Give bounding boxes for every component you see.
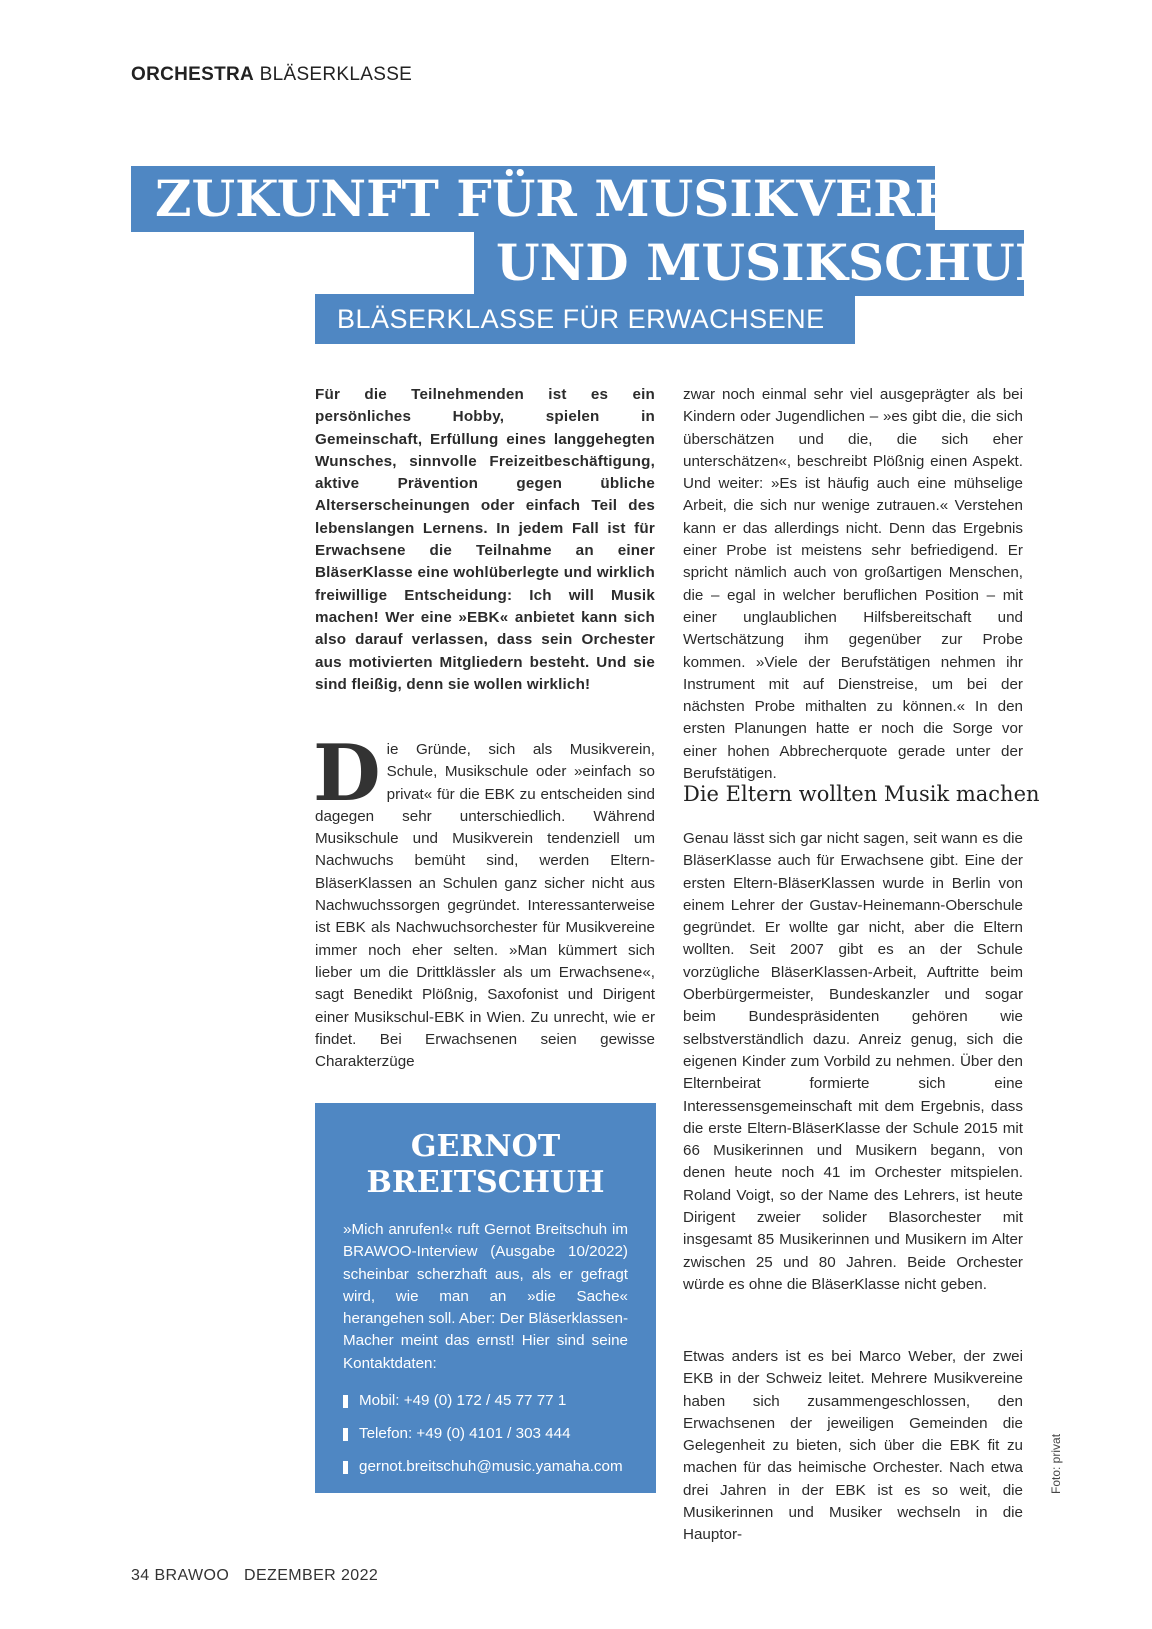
contact-phone-text: Telefon: +49 (0) 4101 / 303 444: [359, 1425, 571, 1443]
dropcap: D: [313, 728, 381, 819]
body-paragraph-4: Etwas anders ist es bei Marco Weber, der zwei EKB in der Schweiz leitet. Mehrere Musikvereine haben sich zusammengeschlossen, den Erwachsenen der jeweiligen Gemeinden die Gelegenheit zu bieten, sich über die EBK fit zu machen für das heimische Orchester. Nach etwa drei Jahren in der EBK ist es so weit, die Musikerinnen und Musiker wechseln in die Hauptor-: [683, 1348, 1023, 1544]
title-line-2: UND MUSIKSCHULE: [474, 230, 1024, 296]
subheading: Die Eltern wollten Musik machen: [683, 782, 1040, 806]
contact-list: [343, 1391, 628, 1477]
photo-credit: Foto: privat: [1049, 1433, 1063, 1494]
title-line-1: ZUKUNFT FÜR MUSIKVEREIN: [131, 166, 935, 232]
section-main: ORCHESTRA: [131, 64, 255, 85]
contact-mobile-text: Mobil: +49 (0) 172 / 45 77 77 1: [359, 1392, 567, 1410]
bullet-icon: [343, 1428, 348, 1441]
contact-mobile[interactable]: [343, 1391, 628, 1411]
subtitle: BLÄSERKLASSE FÜR ERWACHSENE: [315, 294, 855, 344]
bullet-icon: [343, 1395, 348, 1408]
contact-name-last: BREITSCHUH: [366, 1165, 605, 1200]
page-number: 34: [131, 1567, 150, 1584]
contact-email-text: gernot.breitschuh@music.yamaha.com: [359, 1458, 623, 1476]
bullet-icon: [343, 1461, 348, 1474]
page-footer: [131, 1567, 378, 1585]
contact-phone[interactable]: [343, 1424, 628, 1444]
section-label: [131, 64, 412, 86]
contact-box: [315, 1103, 656, 1493]
lead-paragraph: Für die Teilnehmenden ist es ein persönliches Hobby, spielen in Gemeinschaft, Erfüllung eines langgehegten Wunsches, sinnvolle Freizeitbeschäftigung, aktive Prävention gegen übliche Alterserscheinungen oder einfach Teil des lebenslangen Lernens. In jedem Fall ist für Erwachsene die Teilnahme an einer BläserKlasse eine wohlüberlegte und wirklich freiwillige Entscheidung: Ich will Musik machen! Wer eine »EBK« anbietet kann sich also darauf verlassen, dass sein Orchester aus motivierten Mitgliedern besteht. Und sie sind fleißig, denn sie wollen wirklich!: [315, 386, 655, 693]
contact-name: [343, 1129, 628, 1201]
body-paragraph-1: [313, 728, 655, 1073]
contact-text: »Mich anrufen!« ruft Gernot Breitschuh im BRAWOO-Interview (Ausgabe 10/2022) scheinbar scherzhaft aus, als er gefragt wird, wie man an »die Sache« herangehen soll. Aber: Der Bläserklassen-Macher meint das ernst! Hier sind seine Kontaktdaten:: [343, 1221, 628, 1372]
contact-name-first: GERNOT: [410, 1129, 561, 1164]
magazine-name: BRAWOO: [154, 1567, 230, 1584]
issue-date: DEZEMBER 2022: [244, 1567, 379, 1584]
contact-email[interactable]: [343, 1457, 628, 1477]
body-paragraph-1-text: ie Gründe, sich als Musikverein, Schule, Musikschule oder »einfach so privat« für die EBK zu entscheiden sind dagegen sehr unterschiedlich. Während Musikschule und Musikverein tendenziell um Nachwuchs bemüht sind, werden Eltern-BläserKlassen an Schulen ganz sicher nicht aus Nachwuchssorgen gegründet. Interessanterweise ist EBK als Nachwuchsorchester für Musikvereine immer noch eher selten. »Man kümmert sich lieber um die Drittklässler als um Erwachsene«, sagt Benedikt Plößnig, Saxofonist und Dirigent einer Musikschul-EBK in Wien. Zu unrecht, wie er findet. Bei Erwachsenen seien gewisse Charakterzüge: [315, 741, 655, 1071]
body-paragraph-2: zwar noch einmal sehr viel ausgeprägter als bei Kindern oder Jugendlichen – »es gibt die, die sich überschätzen und die, die sich eher unterschätzen«, beschreibt Plößnig einen Aspekt. Und weiter: »Es ist häufig auch eine mühselige Arbeit, die sich nur wenige zutrauen.« Verstehen kann er das allerdings nicht. Denn das Ergebnis einer Probe ist meistens sehr befriedigend. Er spricht nämlich auch von großartigen Menschen, die – egal in welcher beruflichen Position – mit einer unglaublichen Hilfsbereitschaft und Wertschätzung ihm gegenüber zur Probe kommen. »Viele der Berufstätigen nehmen ihr Instrument mit auf Dienstreise, um bei der nächsten Probe mithalten zu können.« In den ersten Planungen hatte er noch die Sorge vor einer hohen Abbrecherquote gerade unter der Berufstätigen.: [683, 386, 1023, 783]
body-paragraph-3: Genau lässt sich gar nicht sagen, seit wann es die BläserKlasse auch für Erwachsene gibt. Eine der ersten Eltern-BläserKlassen wurde in Berlin von einem Lehrer der Gustav-Heinemann-Oberschule gegründet. Er wollte gar nicht, aber die Eltern wollten. Seit 2007 gibt es an der Schule vorzügliche BläserKlassen-Arbeit, Auftritte beim Oberbürgermeister, Bundeskanzler und sogar beim Bundespräsidenten gehören wie selbstverständlich dazu. Anreiz genug, sich die eigenen Kinder zum Vorbild zu nehmen. Über den Elternbeirat formierte sich eine Interessensgemeinschaft mit dem Ergebnis, dass die erste Eltern-BläserKlasse der Schule 2015 mit 66 Musikerinnen und Musikern begann, von denen heute noch 41 im Orchester mitspielen. Roland Voigt, so der Name des Lehrers, ist heute Dirigent zweier solider Blasorchester mit insgesamt 85 Musikerinnen und Musikern im Alter zwischen 25 und 80 Jahren. Beide Orchester würde es ohne die BläserKlasse nicht geben.: [683, 830, 1023, 1293]
section-sub: BLÄSERKLASSE: [259, 64, 413, 85]
